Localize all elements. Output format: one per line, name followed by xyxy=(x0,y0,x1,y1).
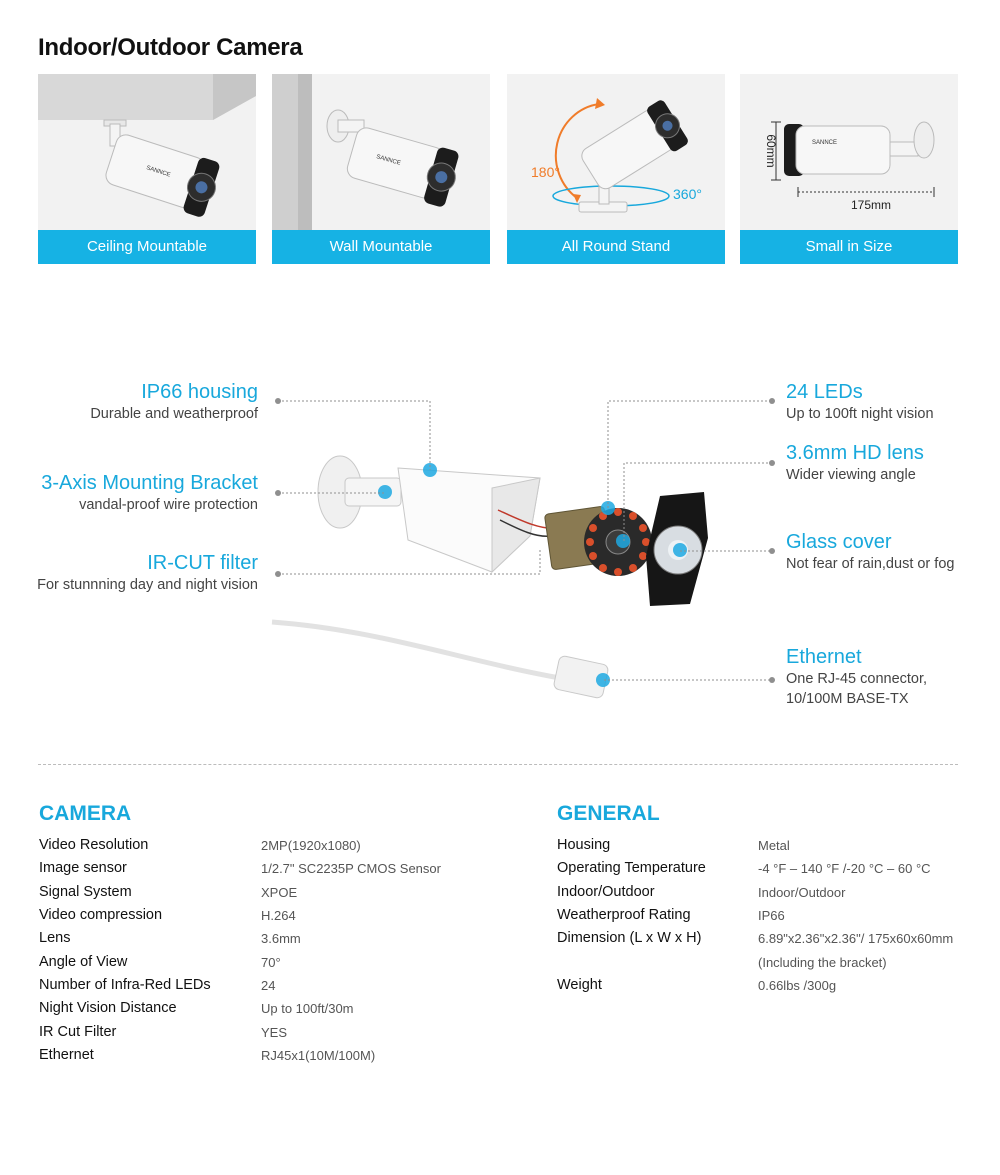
callout-desc: Up to 100ft night vision xyxy=(786,406,934,422)
spec-value-continued: (Including the bracket) xyxy=(758,955,887,970)
spec-key: Number of Infra-Red LEDs xyxy=(39,977,211,993)
section-divider xyxy=(38,764,958,765)
callout-desc: Not fear of rain,dust or fog xyxy=(786,556,955,572)
spec-value: 70° xyxy=(261,955,281,970)
spec-key: Lens xyxy=(39,930,71,946)
spec-value: 2MP(1920x1080) xyxy=(261,838,361,853)
spec-value: IP66 xyxy=(758,908,785,923)
callout-desc: vandal-proof wire protection xyxy=(79,497,258,513)
height-dimension-label: 60mm xyxy=(764,134,778,168)
spec-value: Metal xyxy=(758,838,790,853)
spec-value: XPOE xyxy=(261,885,298,900)
callout-ip66-housing xyxy=(90,380,258,424)
spec-value: Up to 100ft/30m xyxy=(261,1001,354,1016)
feature-card-ceiling xyxy=(38,74,256,264)
callout-desc-line2: 10/100M BASE-TX xyxy=(786,691,909,707)
feature-label-size: Small in Size xyxy=(740,230,958,264)
callout-title: IP66 housing xyxy=(141,381,258,403)
spec-key: Dimension (L x W x H) xyxy=(557,930,702,946)
spec-key: Operating Temperature xyxy=(557,860,706,876)
spec-key: Signal System xyxy=(39,884,132,900)
callout-title: IR-CUT filter xyxy=(147,552,258,574)
feature-card-size xyxy=(740,74,958,264)
callout-mounting-bracket xyxy=(41,471,258,515)
callout-hd-lens xyxy=(786,441,924,485)
spec-key: Weatherproof Rating xyxy=(557,907,691,923)
rotate-horizontal-label: 360° xyxy=(673,186,702,202)
spec-value: 24 xyxy=(261,978,276,993)
callout-title: 24 LEDs xyxy=(786,381,863,403)
spec-title-camera: CAMERA xyxy=(39,802,132,825)
feature-label-stand: All Round Stand xyxy=(507,230,725,264)
exploded-diagram xyxy=(0,360,1000,730)
spec-value: 0.66lbs /300g xyxy=(758,978,837,993)
callout-desc: One RJ-45 connector, xyxy=(786,671,928,687)
callout-desc: Durable and weatherproof xyxy=(90,406,258,422)
rotate-vertical-label: 180° xyxy=(531,164,560,180)
callout-glass-cover xyxy=(786,530,954,574)
spec-key: Weight xyxy=(557,977,602,993)
svg-text:SANNCE: SANNCE xyxy=(145,165,172,179)
feature-label-ceiling: Ceiling Mountable xyxy=(38,230,256,264)
spec-key: Image sensor xyxy=(39,860,127,876)
svg-text:SANNCE: SANNCE xyxy=(812,140,838,146)
spec-value: 6.89"x2.36"x2.36"/ 175x60x60mm xyxy=(758,931,954,946)
callout-24-leds xyxy=(786,380,934,424)
spec-value: -4 °F – 140 °F /-20 °C – 60 °C xyxy=(758,861,931,876)
spec-key: Ethernet xyxy=(39,1047,94,1063)
callout-desc: Wider viewing angle xyxy=(786,467,916,483)
spec-value: H.264 xyxy=(261,908,296,923)
spec-title-general: GENERAL xyxy=(557,802,660,825)
spec-key: Video compression xyxy=(39,907,163,923)
spec-value: 3.6mm xyxy=(261,931,301,946)
spec-value: RJ45x1(10M/100M) xyxy=(261,1048,376,1063)
spec-key: Indoor/Outdoor xyxy=(557,884,655,900)
spec-value: YES xyxy=(261,1025,288,1040)
feature-label-wall: Wall Mountable xyxy=(272,230,490,264)
page-title: Indoor/Outdoor Camera xyxy=(38,34,303,61)
callout-ir-cut-filter xyxy=(37,551,258,595)
callout-title: Glass cover xyxy=(786,531,892,553)
callout-ethernet xyxy=(786,645,927,709)
spec-value: 1/2.7" SC2235P CMOS Sensor xyxy=(261,861,441,876)
feature-card-stand xyxy=(507,74,725,264)
spec-value: Indoor/Outdoor xyxy=(758,885,846,900)
spec-key: Housing xyxy=(557,837,611,853)
callout-desc: For stunnning day and night vision xyxy=(37,577,258,593)
callout-title: 3-Axis Mounting Bracket xyxy=(41,472,258,494)
length-dimension-label: 175mm xyxy=(850,198,892,212)
callout-title: 3.6mm HD lens xyxy=(786,442,924,464)
svg-text:SANNCE: SANNCE xyxy=(375,154,402,167)
spec-key: Video Resolution xyxy=(39,837,149,853)
feature-card-wall xyxy=(272,74,490,264)
callout-title: Ethernet xyxy=(786,646,862,668)
spec-key: Angle of View xyxy=(39,954,128,970)
spec-key: IR Cut Filter xyxy=(39,1024,117,1040)
spec-key: Night Vision Distance xyxy=(39,1000,177,1016)
